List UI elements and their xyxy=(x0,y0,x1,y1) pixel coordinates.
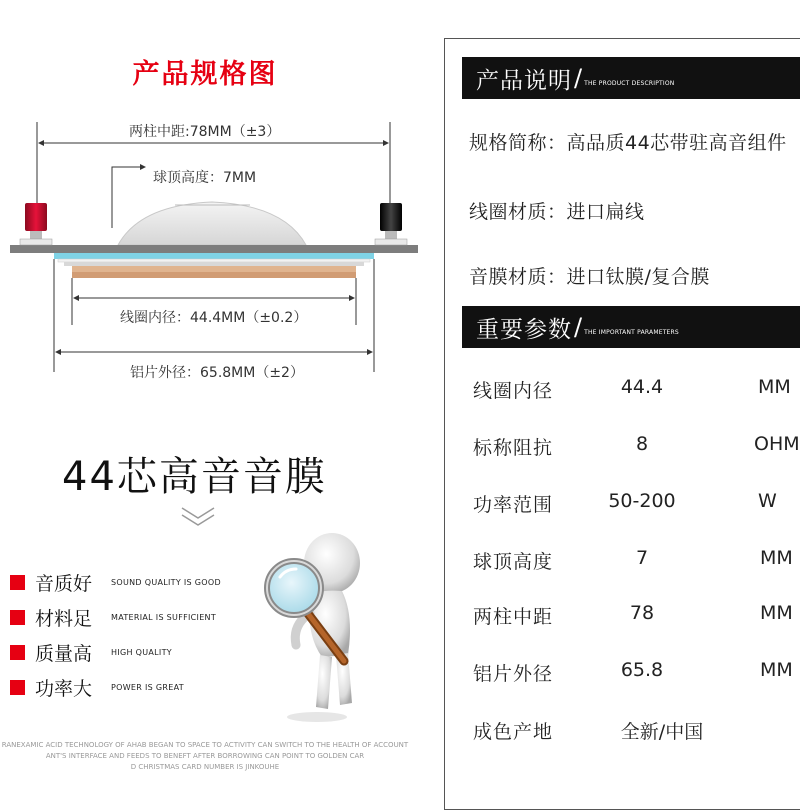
slash-divider: / xyxy=(574,64,583,92)
param-value: 44.4 xyxy=(620,376,664,398)
section-subtitle: THE IMPORTANT PARAMETERS xyxy=(584,328,679,336)
param-value: 78 xyxy=(629,602,655,624)
magnifier-figure-illustration xyxy=(262,525,372,725)
product-name: 44芯高音音膜 xyxy=(62,454,327,500)
section-title: 重要参数 xyxy=(476,316,572,343)
diaphragm-material: 音膜材质：进口钛膜/复合膜 xyxy=(469,266,710,288)
feature-label-en: MATERIAL IS SUFFICIENT xyxy=(111,612,217,622)
red-terminal xyxy=(25,203,47,231)
param-name: 成色产地 xyxy=(473,721,554,743)
dome-height-label: 球顶高度：7MM xyxy=(153,170,257,186)
base-plate xyxy=(10,245,418,253)
param-unit: MM xyxy=(760,602,793,624)
red-square-icon xyxy=(10,610,25,625)
feature-label: 质量高 xyxy=(35,642,93,665)
param-row-dome-height xyxy=(462,539,800,579)
red-square-icon xyxy=(10,645,25,660)
feature-label: 音质好 xyxy=(35,572,93,595)
dome-height-leader xyxy=(112,167,145,228)
param-row-condition-origin xyxy=(462,709,800,749)
param-name: 球顶高度 xyxy=(473,551,554,573)
feature-label-en: POWER IS GREAT xyxy=(111,682,184,692)
aluminum-sheet-lower xyxy=(64,262,364,266)
param-unit: MM xyxy=(758,376,791,398)
frame-blue xyxy=(54,253,374,259)
feature-quality xyxy=(10,641,172,663)
red-square-icon xyxy=(10,680,25,695)
param-unit: MM xyxy=(760,547,793,569)
slash-divider: / xyxy=(574,313,583,341)
red-terminal-washer xyxy=(20,239,52,245)
footer-line: D CHRISTMAS CARD NUMBER IS JINKOUHE xyxy=(130,763,280,771)
coil-material: 线圈材质：进口扁线 xyxy=(469,201,645,223)
tweeter-spec-diagram xyxy=(0,110,420,390)
section-title: 产品说明 xyxy=(476,67,572,94)
feature-label-en: SOUND QUALITY IS GOOD xyxy=(111,577,221,587)
param-value: 全新/中国 xyxy=(620,721,704,743)
param-name: 两柱中距 xyxy=(473,606,554,628)
param-value: 65.8 xyxy=(620,659,664,681)
red-square-icon xyxy=(10,575,25,590)
footer-line: RANEXAMIC ACID TECHNOLOGY OF AHAB BEGAN TO SPACE TO ACTIVITY CAN SWITCH TO THE HEALTH OF ACCOUNT xyxy=(1,741,409,749)
param-row-coil-inner-diameter xyxy=(462,368,800,408)
section-subtitle: THE PRODUCT DESCRIPTION xyxy=(584,79,675,87)
product-description-header xyxy=(462,57,800,99)
feature-sound-quality xyxy=(10,571,221,593)
black-terminal xyxy=(380,203,402,231)
spec-diagram-title: 产品规格图 xyxy=(132,59,278,90)
coil-inner-diameter-label: 线圈内径：44.4MM（±0.2） xyxy=(120,310,308,326)
feature-power xyxy=(10,676,184,698)
param-name: 铝片外径 xyxy=(473,663,554,685)
red-terminal-base xyxy=(30,231,42,239)
param-name: 线圈内径 xyxy=(473,380,554,402)
aluminum-sheet xyxy=(58,259,370,262)
black-terminal-washer xyxy=(375,239,407,245)
feature-material xyxy=(10,606,216,628)
param-name: 功率范围 xyxy=(473,494,554,516)
footer-line: ANT'S INTERFACE AND FEEDS TO BENEFT AFTER BORROWING CAN POINT TO GOLDEN CAR xyxy=(45,752,365,760)
param-row-aluminum-outer-diameter xyxy=(462,651,800,691)
pillar-distance-label: 两柱中距:78MM（±3） xyxy=(125,121,284,141)
param-row-pillar-distance xyxy=(462,594,800,634)
important-parameters-header xyxy=(462,306,800,348)
footer-decorative-text xyxy=(0,740,410,773)
feature-label: 功率大 xyxy=(35,677,93,700)
param-value: 50-200 xyxy=(608,490,676,512)
dome xyxy=(118,202,306,245)
param-name: 标称阻抗 xyxy=(473,437,554,459)
feature-label-en: HIGH QUALITY xyxy=(111,647,172,657)
param-unit: OHM xyxy=(754,433,800,455)
feature-label: 材料足 xyxy=(35,607,93,630)
param-unit: W xyxy=(758,490,777,512)
param-value: 8 xyxy=(635,433,649,455)
coil-band-lower xyxy=(72,272,356,278)
param-unit: MM xyxy=(760,659,793,681)
param-row-impedance xyxy=(462,425,800,465)
coil-band-upper xyxy=(72,266,356,272)
chevron-down-icon xyxy=(180,506,216,528)
spec-short-name: 规格简称：高品质44芯带驻高音组件 xyxy=(469,132,787,154)
aluminum-outer-diameter-label: 铝片外径：65.8MM（±2） xyxy=(130,365,304,381)
param-row-power-range xyxy=(462,482,800,522)
param-value: 7 xyxy=(635,547,649,569)
black-terminal-base xyxy=(385,231,397,239)
